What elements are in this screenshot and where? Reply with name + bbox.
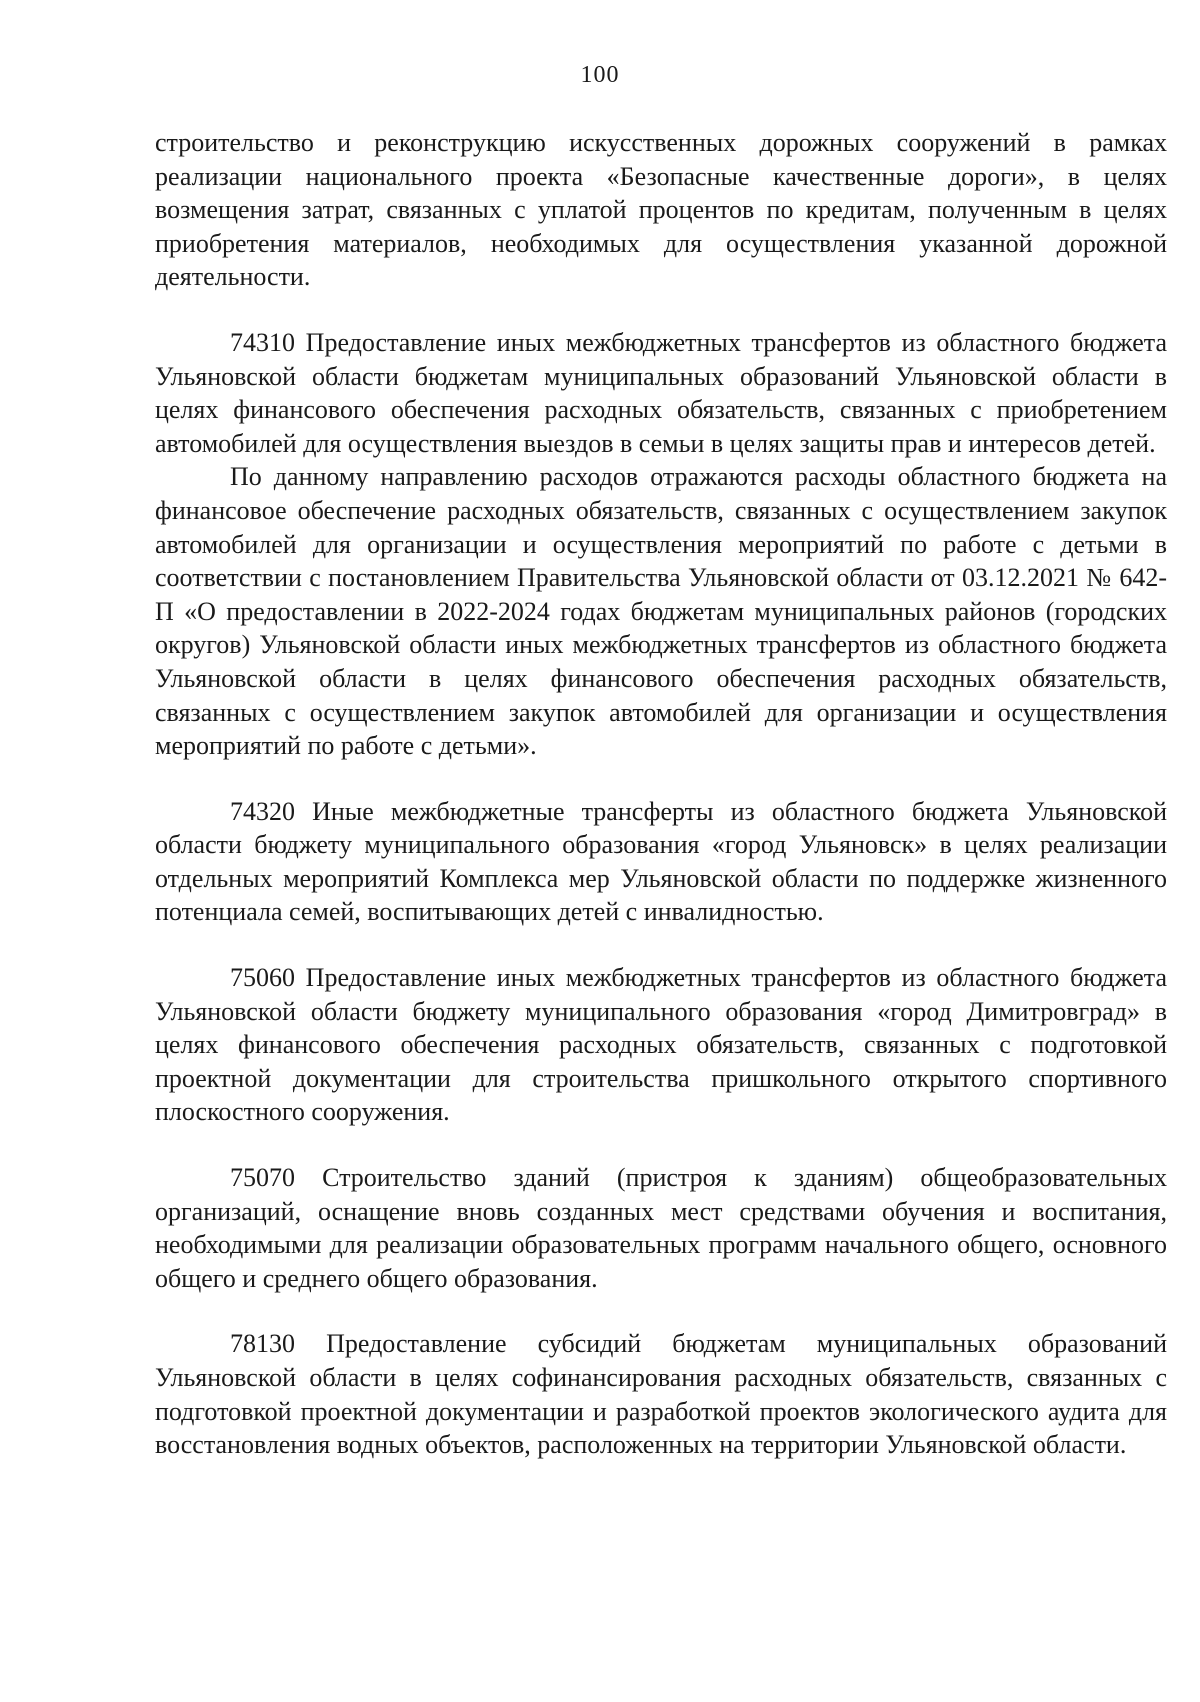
- paragraph-75060: 75060 Предоставление иных межбюджетных трансфертов из областного бюджета Ульяновской области бюджету муниципального образования «город Димитровград» в целях финансового обеспечения расходных обязательств, связанных с подготовкой проектной документации для строительства пришкольного открытого спортивного плоскостного сооружения.: [155, 963, 1167, 1127]
- paragraph-74320: 74320 Иные межбюджетные трансферты из областного бюджета Ульяновской области бюджету муниципального образования «город Ульяновск» в целях реализации отдельных мероприятий Комплекса мер Ульяновской области по поддержке жизненного потенциала семей, воспитывающих детей с инвалидностью.: [155, 796, 1167, 927]
- document-body: [155, 126, 1167, 1462]
- paragraph-78130: 78130 Предоставление субсидий бюджетам муниципальных образований Ульяновской области в целях софинансирования расходных обязательств, связанных с подготовкой проектной документации и разработкой проектов экологического аудита для восстановления водных объектов, расположенных на территории Ульяновской области.: [155, 1329, 1167, 1460]
- paragraph-75070: 75070 Строительство зданий (пристроя к зданиям) общеобразовательных организаций, оснащение вновь созданных мест средствами обучения и воспитания, необходимыми для реализации образовательных программ начального общего, основного общего и среднего общего образования.: [155, 1163, 1167, 1293]
- paragraph-74310-details: По данному направлению расходов отражаются расходы областного бюджета на финансовое обеспечение расходных обязательств, связанных с осуществлением закупок автомобилей для организации и осуществления мероприятий по работе с детьми в соответствии с постановлением Правительства Ульяновской области от 03.12.2021 № 642-П «О предоставлении в 2022-2024 годах бюджетам муниципальных районов (городских округов) Ульяновской области иных межбюджетных трансфертов из областного бюджета Ульяновской области в целях финансового обеспечения расходных обязательств, связанных с осуществлением закупок автомобилей для организации и осуществления мероприятий по работе с детьми».: [155, 462, 1167, 761]
- paragraph-74310: 74310 Предоставление иных межбюджетных трансфертов из областного бюджета Ульяновской области бюджетам муниципальных образований Ульяновской области в целях финансового обеспечения расходных обязательств, связанных с приобретением автомобилей для осуществления выездов в семьи в целях защиты прав и интересов детей.: [155, 327, 1167, 458]
- paragraph-continuation: строительство и реконструкцию искусственных дорожных сооружений в рамках реализации национального проекта «Безопасные качественные дороги», в целях возмещения затрат, связанных с уплатой процентов по кредитам, полученным в целях приобретения материалов, необходимых для осуществления указанной дорожной деятельности.: [155, 128, 1167, 292]
- page-number: 100: [580, 62, 620, 88]
